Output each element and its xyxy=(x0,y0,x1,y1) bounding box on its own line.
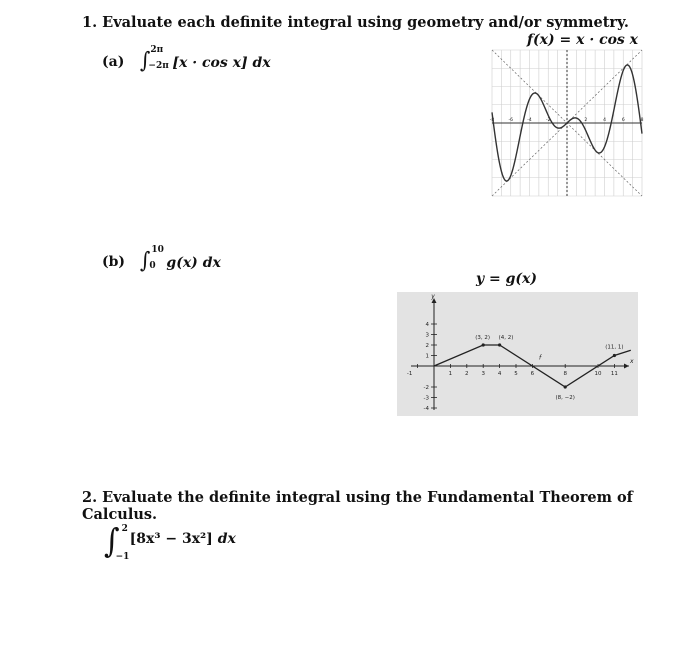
y-tick-label: -4 xyxy=(423,406,429,412)
part-a-lower-limit: −2π xyxy=(148,61,169,71)
y-tick-label: 2 xyxy=(425,343,429,349)
data-point xyxy=(564,385,567,388)
x-tick-label: 6 xyxy=(530,371,535,377)
point-label: (4, 2) xyxy=(498,335,514,341)
x-axis-label: x xyxy=(630,358,634,365)
part-a-dx: dx xyxy=(252,55,271,71)
x-tick-label: 4 xyxy=(603,118,606,123)
x-tick-label: -4 xyxy=(527,118,532,123)
x-tick-label: 2 xyxy=(584,118,588,123)
curve-label: f xyxy=(538,354,542,362)
x-tick-label: -6 xyxy=(508,118,513,123)
graph-g-x xyxy=(397,292,638,416)
x-tick-label: 8 xyxy=(640,118,644,123)
point-label: (8, −2) xyxy=(555,395,575,401)
question-2-integrand: [8x³ − 3x²] xyxy=(129,531,213,547)
part-b-label: (b) xyxy=(102,254,126,270)
x-tick-label: 5 xyxy=(514,371,518,377)
question-2-upper-limit: 2 xyxy=(121,524,128,534)
part-a-integral xyxy=(140,45,271,74)
x-tick-label: 4 xyxy=(497,371,502,377)
point-label: (3, 2) xyxy=(475,335,490,341)
x-tick-label: -1 xyxy=(406,371,413,377)
x-tick-label: 2 xyxy=(465,371,469,377)
x-tick-label: 1 xyxy=(448,371,453,377)
data-point xyxy=(498,343,501,346)
question-2-lower-limit: −1 xyxy=(115,552,130,562)
point-label: (11, 1) xyxy=(605,344,624,351)
x-tick-label: 11 xyxy=(610,371,618,377)
y-tick-label: 1 xyxy=(425,353,429,360)
integral-sign-icon: ∫ xyxy=(140,246,151,274)
x-tick-label: -8 xyxy=(489,118,495,123)
y-tick-label: 3 xyxy=(425,332,429,339)
part-a-upper-limit: 2π xyxy=(150,45,164,55)
part-b-dx: dx xyxy=(202,255,221,271)
data-point xyxy=(613,354,616,357)
part-b-graph-label: y = g(x) xyxy=(476,271,537,287)
integral-sign-icon: ∫ xyxy=(104,522,120,561)
part-b-lower-limit: 0 xyxy=(149,261,156,271)
y-axis-label: y xyxy=(431,293,435,300)
graph-f-x-cos-x xyxy=(489,50,644,196)
question-2-title: 2. Evaluate the definite integral using the Fundamental Theorem of Calculus. xyxy=(82,489,633,523)
x-tick-label: 10 xyxy=(594,371,602,377)
integral-sign-icon: ∫ xyxy=(140,46,151,74)
part-a-label: (a) xyxy=(102,54,125,70)
y-tick-label: -3 xyxy=(423,395,429,402)
part-a-graph-label: f(x) = x · cos x xyxy=(527,32,639,48)
part-b-upper-limit: 10 xyxy=(151,245,164,255)
x-tick-label: 8 xyxy=(563,371,567,377)
x-tick-label: 3 xyxy=(481,371,485,377)
question-1-title: 1. Evaluate each definite integral using geometry and/or symmetry. xyxy=(82,14,629,31)
part-a-integrand: [x · cos x] xyxy=(172,55,248,71)
question-2-dx: dx xyxy=(217,531,236,547)
y-tick-label: -2 xyxy=(423,385,429,391)
part-b-integral xyxy=(140,245,221,274)
y-tick-label: 4 xyxy=(425,322,429,328)
x-tick-label: 6 xyxy=(621,118,625,123)
data-point xyxy=(482,343,485,346)
question-2-integral xyxy=(104,522,236,562)
x-tick-label: -2 xyxy=(546,118,551,123)
part-b-integrand: g(x) xyxy=(166,255,198,271)
